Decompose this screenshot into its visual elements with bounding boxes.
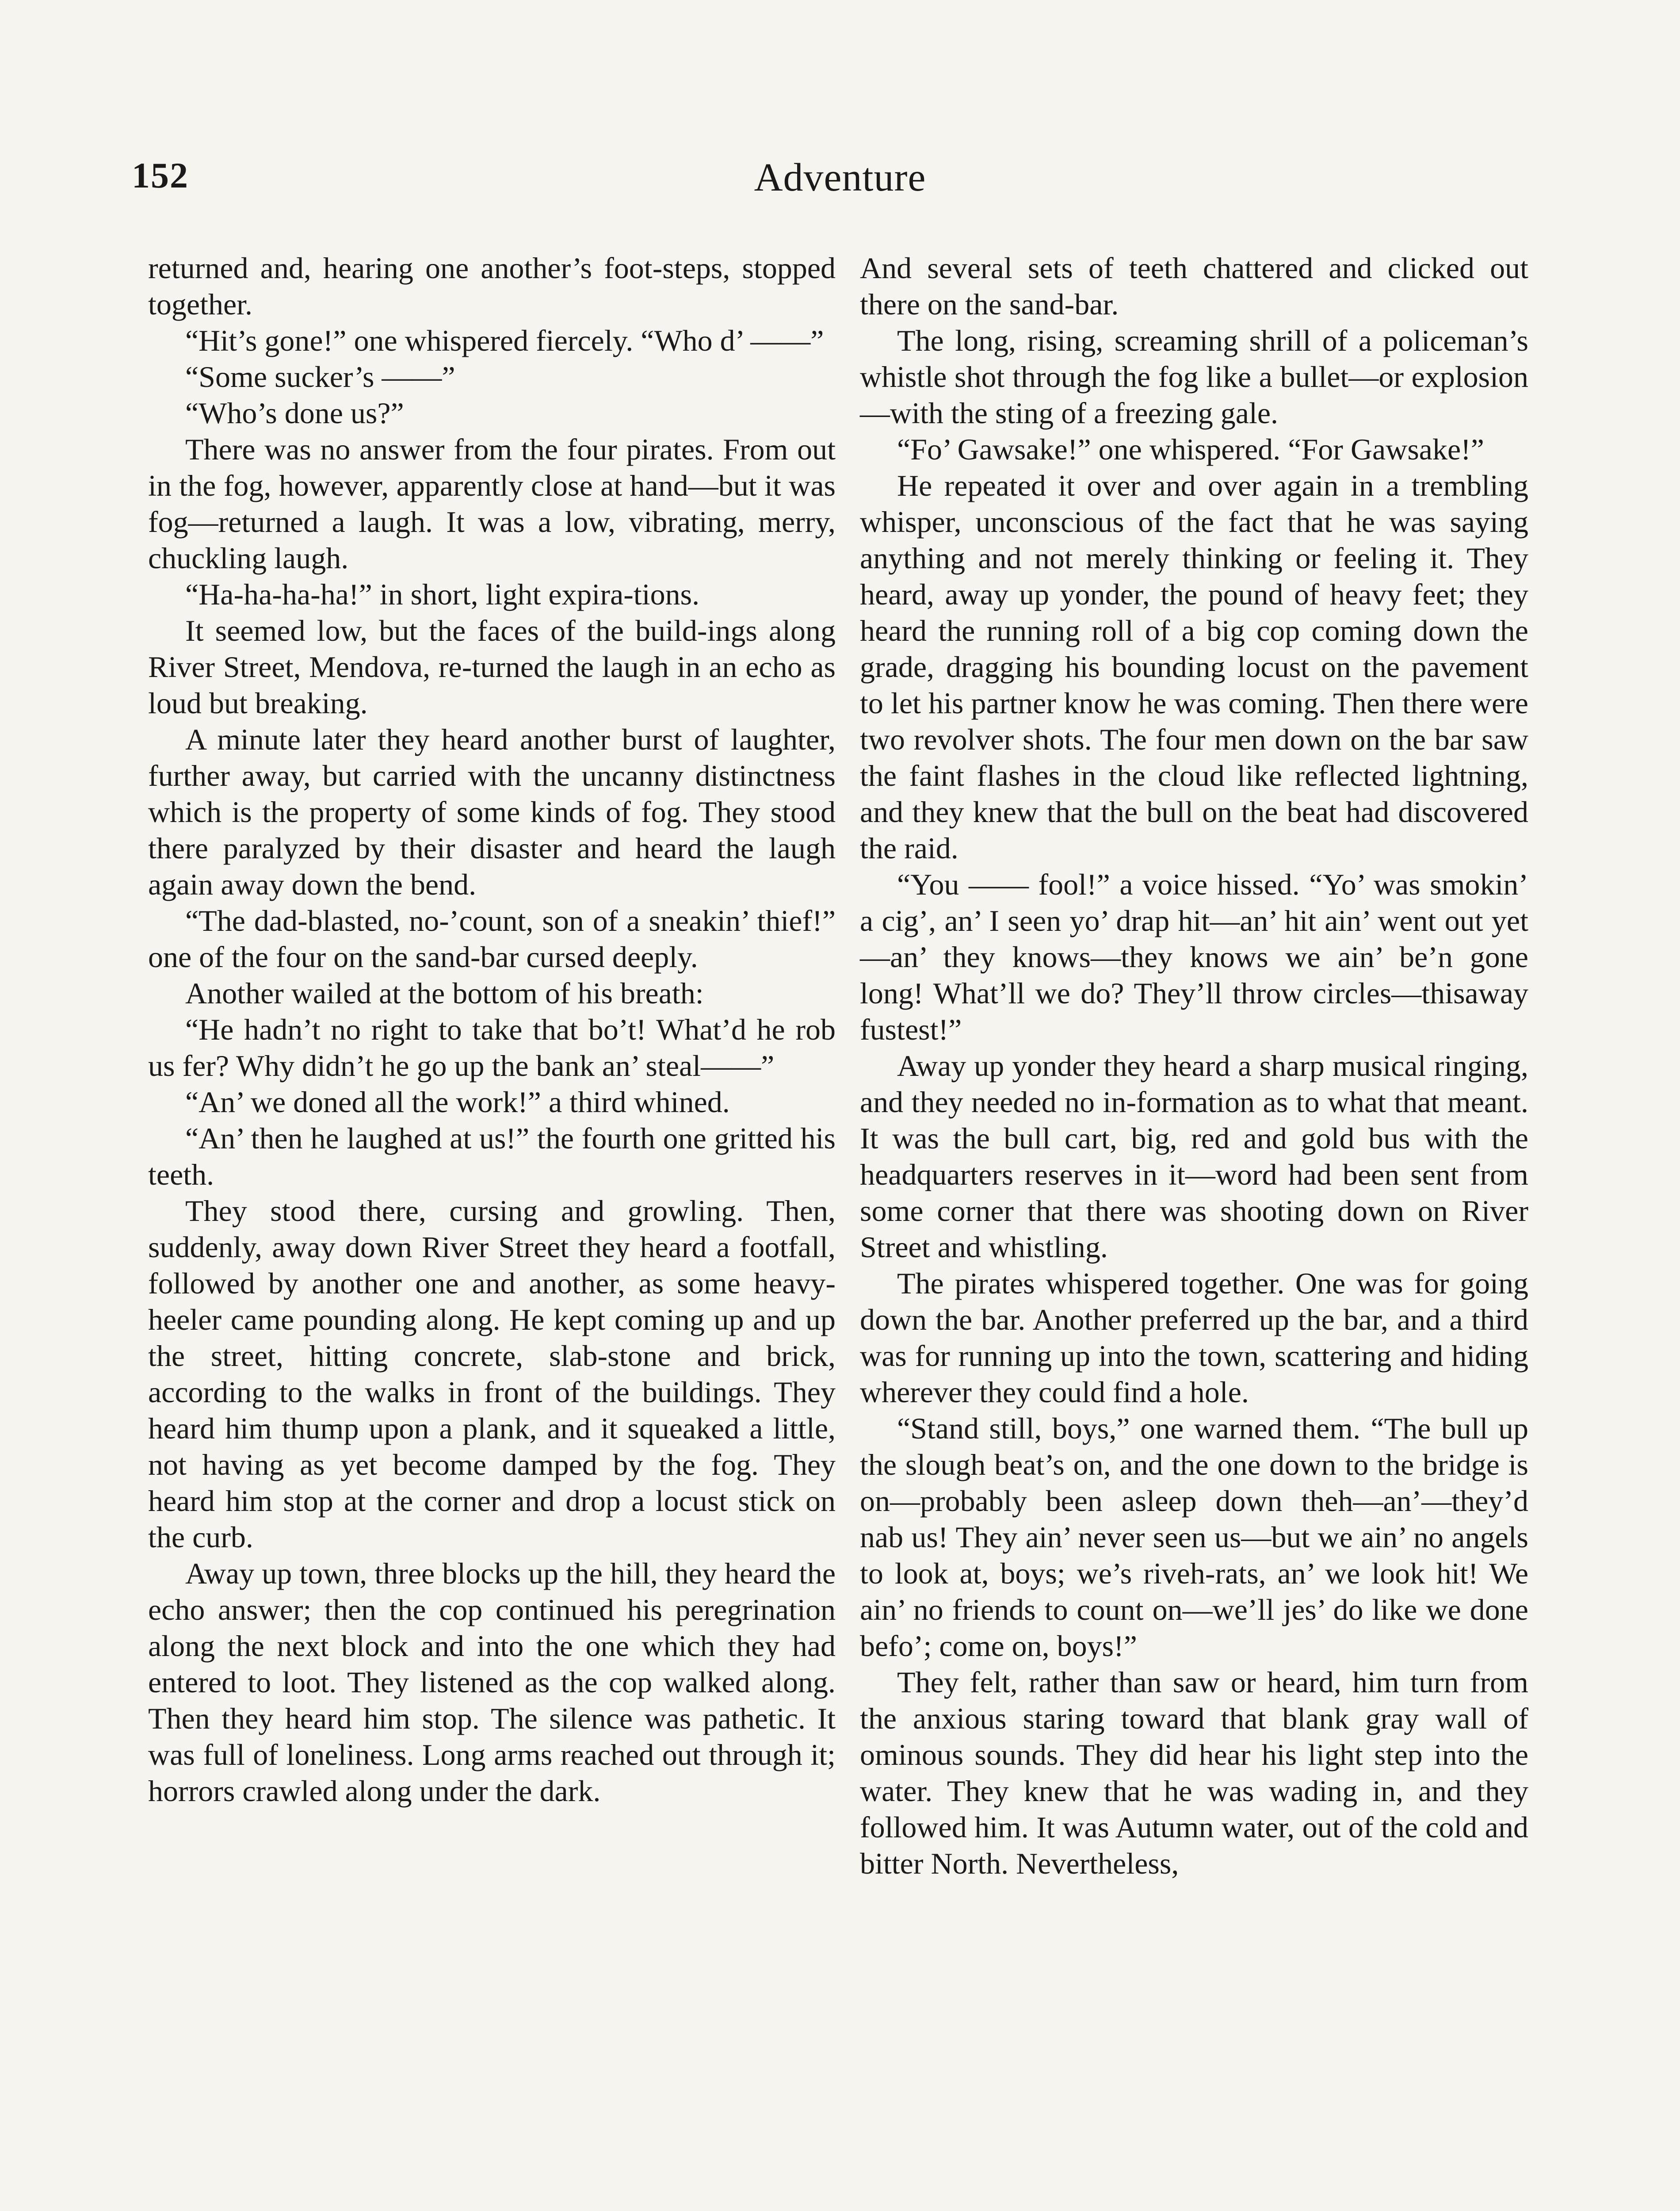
- paragraph: He repeated it over and over again in a trembling whisper, unconscious of the fact that he was saying anything and not merely thinking or feeling it. They heard, away up yonder, the pound of heavy feet; they heard the running roll of a big cop coming down the grade, dragging his bounding locust on the pavement to let his partner know he was coming. Then there were two revolver shots. The four men down on the bar saw the faint flashes in the cloud like reflected lightning, and they knew that the bull on the beat had discovered the raid.: [860, 469, 1528, 865]
- paragraph: “An’ then he laughed at us!” the fourth one gritted his teeth.: [148, 1121, 836, 1191]
- paragraph: “Who’s done us?”: [185, 396, 404, 430]
- paragraph: “Hit’s gone!” one whispered fiercely. “Who d’ ——”: [185, 324, 824, 357]
- paragraph: “The dad-blasted, no-’count, son of a sneakin’ thief!” one of the four on the sand-bar cursed deeply.: [148, 904, 836, 974]
- paragraph: Another wailed at the bottom of his breath:: [185, 976, 704, 1010]
- paragraph: They stood there, cursing and growling. Then, suddenly, away down River Street they heard a footfall, followed by another one and another, as some heavy-heeler came pounding along. He kept coming up and up the street, hitting concrete, slab-stone and brick, according to the walks in front of the buildings. They heard him thump upon a plank, and it squeaked a little, not having as yet become damped by the fog. They heard him stop at the corner and drop a locust stick on the curb.: [148, 1194, 836, 1554]
- paragraph: “An’ we doned all the work!” a third whined.: [185, 1085, 730, 1119]
- paragraph: “Stand still, boys,” one warned them. “The bull up the slough beat’s on, and the one down to the bridge is on—probably been asleep down theh—an’—they’d nab us! They ain’ never seen us—but we ain’ no angels to look at, boys; we’s riveh-rats, an’ we look hit! We ain’ no friends to count on—we’ll jes’ do like we done befo’; come on, boys!”: [860, 1412, 1528, 1663]
- paragraph: Away up yonder they heard a sharp musical ringing, and they needed no in-formation as to what that meant. It was the bull cart, big, red and gold bus with the headquarters reserves in it—word had been sent from some corner that there was shooting down on River Street and whistling.: [860, 1049, 1528, 1264]
- page-number: 152: [132, 155, 189, 195]
- paragraph: The pirates whispered together. One was for going down the bar. Another preferred up the bar, and a third was for running up into the town, scattering and hiding wherever they could find a hole.: [860, 1266, 1528, 1409]
- paragraph: The long, rising, screaming shrill of a policeman’s whistle shot through the fog like a bullet—or explosion—with the sting of a freezing gale.: [860, 324, 1528, 430]
- paragraph: “You —— fool!” a voice hissed. “Yo’ was smokin’ a cig’, an’ I seen yo’ drap hit—an’ hit ain’ went out yet—an’ they knows—they knows we ain’ be’n gone long! What’ll we do? They’ll throw circles—thisaway fustest!”: [860, 868, 1528, 1046]
- paragraph: They felt, rather than saw or heard, him turn from the anxious staring toward that blank gray wall of ominous sounds. They did hear his light step into the water. They knew that he was wading in, and they followed him. It was Autumn water, out of the cold and bitter North. Nevertheless,: [860, 1665, 1528, 1880]
- paragraph: “Ha-ha-ha-ha!” in short, light expira-tions.: [185, 578, 700, 611]
- running-title: Adventure: [754, 156, 926, 199]
- paragraph: There was no answer from the four pirates. From out in the fog, however, apparently close at hand—but it was fog—returned a laugh. It was a low, vibrating, merry, chuckling laugh.: [148, 432, 836, 575]
- paragraph: returned and, hearing one another’s foot-steps, stopped together.: [148, 251, 836, 321]
- paragraph: “Fo’ Gawsake!” one whispered. “For Gawsake!”: [897, 432, 1484, 466]
- paragraph: A minute later they heard another burst of laughter, further away, but carried with the uncanny distinctness which is the property of some kinds of fog. They stood there paralyzed by their disaster and heard the laugh again away down the bend.: [148, 723, 836, 901]
- paragraph: Away up town, three blocks up the hill, they heard the echo answer; then the cop continued his peregrination along the next block and into the one which they had entered to loot. They listened as the cop walked along. Then they heard him stop. The silence was pathetic. It was full of loneliness. Long arms reached out through it; horrors crawled along under the dark.: [148, 1557, 836, 1808]
- left-column: [148, 250, 836, 1809]
- paragraph: “Some sucker’s ——”: [185, 360, 455, 394]
- paragraph: It seemed low, but the faces of the build-ings along River Street, Mendova, re-turned the laugh in an echo as loud but breaking.: [148, 614, 836, 720]
- right-column: [860, 250, 1528, 1882]
- paragraph: And several sets of teeth chattered and clicked out there on the sand-bar.: [860, 251, 1528, 321]
- paragraph: “He hadn’t no right to take that bo’t! What’d he rob us fer? Why didn’t he go up the bank an’ steal——”: [148, 1013, 836, 1083]
